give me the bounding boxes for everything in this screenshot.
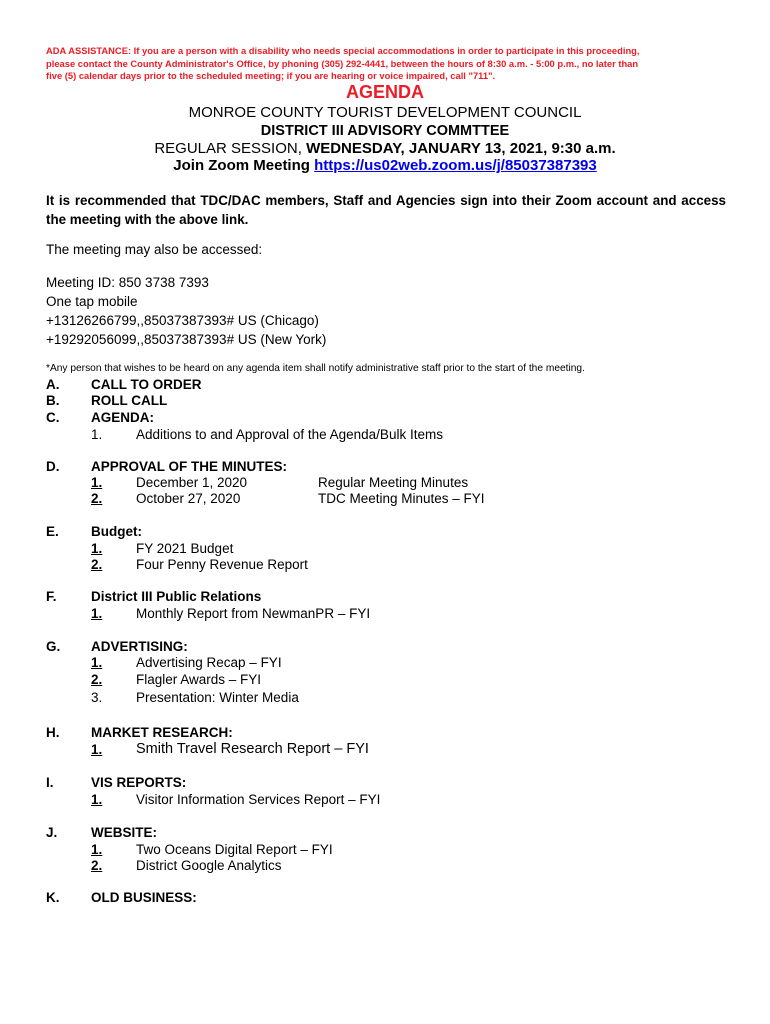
- ada-notice: [46, 45, 706, 83]
- session-prefix: REGULAR SESSION,: [154, 140, 307, 157]
- section-heading-budget: Budget:: [91, 524, 142, 539]
- item-number: 1.: [91, 541, 103, 556]
- item-number: 1.: [91, 655, 103, 670]
- item-number: 2.: [91, 672, 103, 687]
- organization-name: MONROE COUNTY TOURIST DEVELOPMENT COUNCIL: [188, 104, 582, 121]
- section-letter: J.: [46, 825, 58, 840]
- agenda-item-description: Regular Meeting Minutes: [318, 475, 469, 490]
- ada-notice-line: five (5) calendar days prior to the scheduled meeting; if you are hearing or voice impaired, call "711".: [46, 70, 496, 81]
- agenda-item: Presentation: Winter Media: [136, 690, 299, 705]
- section-heading-market-research: MARKET RESEARCH:: [91, 725, 233, 740]
- section-heading-vis-reports: VIS REPORTS:: [91, 775, 187, 790]
- section-letter: D.: [46, 459, 60, 474]
- meeting-id: Meeting ID: 850 3738 7393: [46, 275, 209, 290]
- agenda-item: FY 2021 Budget: [136, 541, 234, 556]
- zoom-line: [0, 157, 770, 174]
- session-line: [0, 140, 770, 157]
- item-number: 1.: [91, 742, 103, 757]
- session-date: WEDNESDAY, JANUARY 13, 2021, 9:30 a.m.: [306, 140, 616, 157]
- phone-new-york: +19292056099,,85037387393# US (New York): [46, 332, 327, 347]
- agenda-title: AGENDA: [345, 82, 424, 102]
- agenda-item: December 1, 2020: [136, 475, 248, 490]
- item-number: 1.: [91, 427, 103, 442]
- section-heading-agenda: AGENDA:: [91, 410, 154, 425]
- item-number: 2.: [91, 858, 103, 873]
- item-number: 1.: [91, 606, 103, 621]
- item-number: 1.: [91, 792, 103, 807]
- ada-notice-line: please contact the County Administrator's Office, by phoning (305) 292-4441, between the hours of 8:30 a.m. - 5:00 p.m., no later than: [46, 57, 639, 69]
- agenda-item: Advertising Recap – FYI: [136, 655, 282, 670]
- section-letter: K.: [46, 890, 60, 905]
- section-heading-minutes: APPROVAL OF THE MINUTES:: [91, 459, 288, 474]
- agenda-item: Two Oceans Digital Report – FYI: [136, 842, 333, 857]
- zoom-meeting-link[interactable]: https://us02web.zoom.us/j/85037387393: [314, 157, 597, 174]
- item-number: 2.: [91, 557, 103, 572]
- item-number: 2.: [91, 491, 103, 506]
- section-letter: H.: [46, 725, 60, 740]
- section-heading-roll-call: ROLL CALL: [91, 393, 168, 408]
- committee-name: DISTRICT III ADVISORY COMMTTEE: [260, 123, 510, 139]
- item-number: 1.: [91, 475, 103, 490]
- agenda-item-description: TDC Meeting Minutes – FYI: [318, 491, 485, 506]
- agenda-item: Four Penny Revenue Report: [136, 557, 308, 572]
- section-heading-website: WEBSITE:: [91, 825, 157, 840]
- section-letter: I.: [46, 775, 54, 790]
- section-letter: E.: [46, 524, 59, 539]
- agenda-item: District Google Analytics: [136, 858, 282, 873]
- section-heading-public-relations: District III Public Relations: [91, 589, 262, 604]
- ada-notice-line: ADA ASSISTANCE: If you are a person with a disability who needs special accommodations in order to participate in this proceeding,: [46, 45, 640, 56]
- agenda-item: October 27, 2020: [136, 491, 241, 506]
- agenda-item: Monthly Report from NewmanPR – FYI: [136, 606, 371, 621]
- section-heading-advertising: ADVERTISING:: [91, 639, 188, 654]
- section-letter: A.: [46, 377, 60, 392]
- section-letter: G.: [46, 639, 61, 654]
- one-tap-label: One tap mobile: [46, 294, 138, 309]
- access-intro: The meeting may also be accessed:: [46, 242, 263, 257]
- section-heading-call-to-order: CALL TO ORDER: [91, 377, 202, 392]
- phone-chicago: +13126266799,,85037387393# US (Chicago): [46, 313, 319, 328]
- public-comment-note: *Any person that wishes to be heard on any agenda item shall notify administrative staff prior to the start of the meeting.: [46, 363, 585, 374]
- agenda-item: Flagler Awards – FYI: [136, 672, 262, 687]
- section-letter: C.: [46, 410, 60, 425]
- section-letter: F.: [46, 589, 57, 604]
- agenda-item: Additions to and Approval of the Agenda/Bulk Items: [136, 427, 443, 442]
- item-number: 3.: [91, 690, 103, 705]
- section-heading-old-business: OLD BUSINESS:: [91, 890, 197, 905]
- section-letter: B.: [46, 393, 60, 408]
- agenda-item: Visitor Information Services Report – FYI: [136, 792, 381, 807]
- zoom-label: Join Zoom Meeting: [173, 157, 315, 174]
- item-number: 1.: [91, 842, 103, 857]
- zoom-recommendation: It is recommended that TDC/DAC members, Staff and Agencies sign into their Zoom account and access the meeting with the above link.: [46, 193, 726, 227]
- agenda-item: Smith Travel Research Report – FYI: [136, 741, 369, 757]
